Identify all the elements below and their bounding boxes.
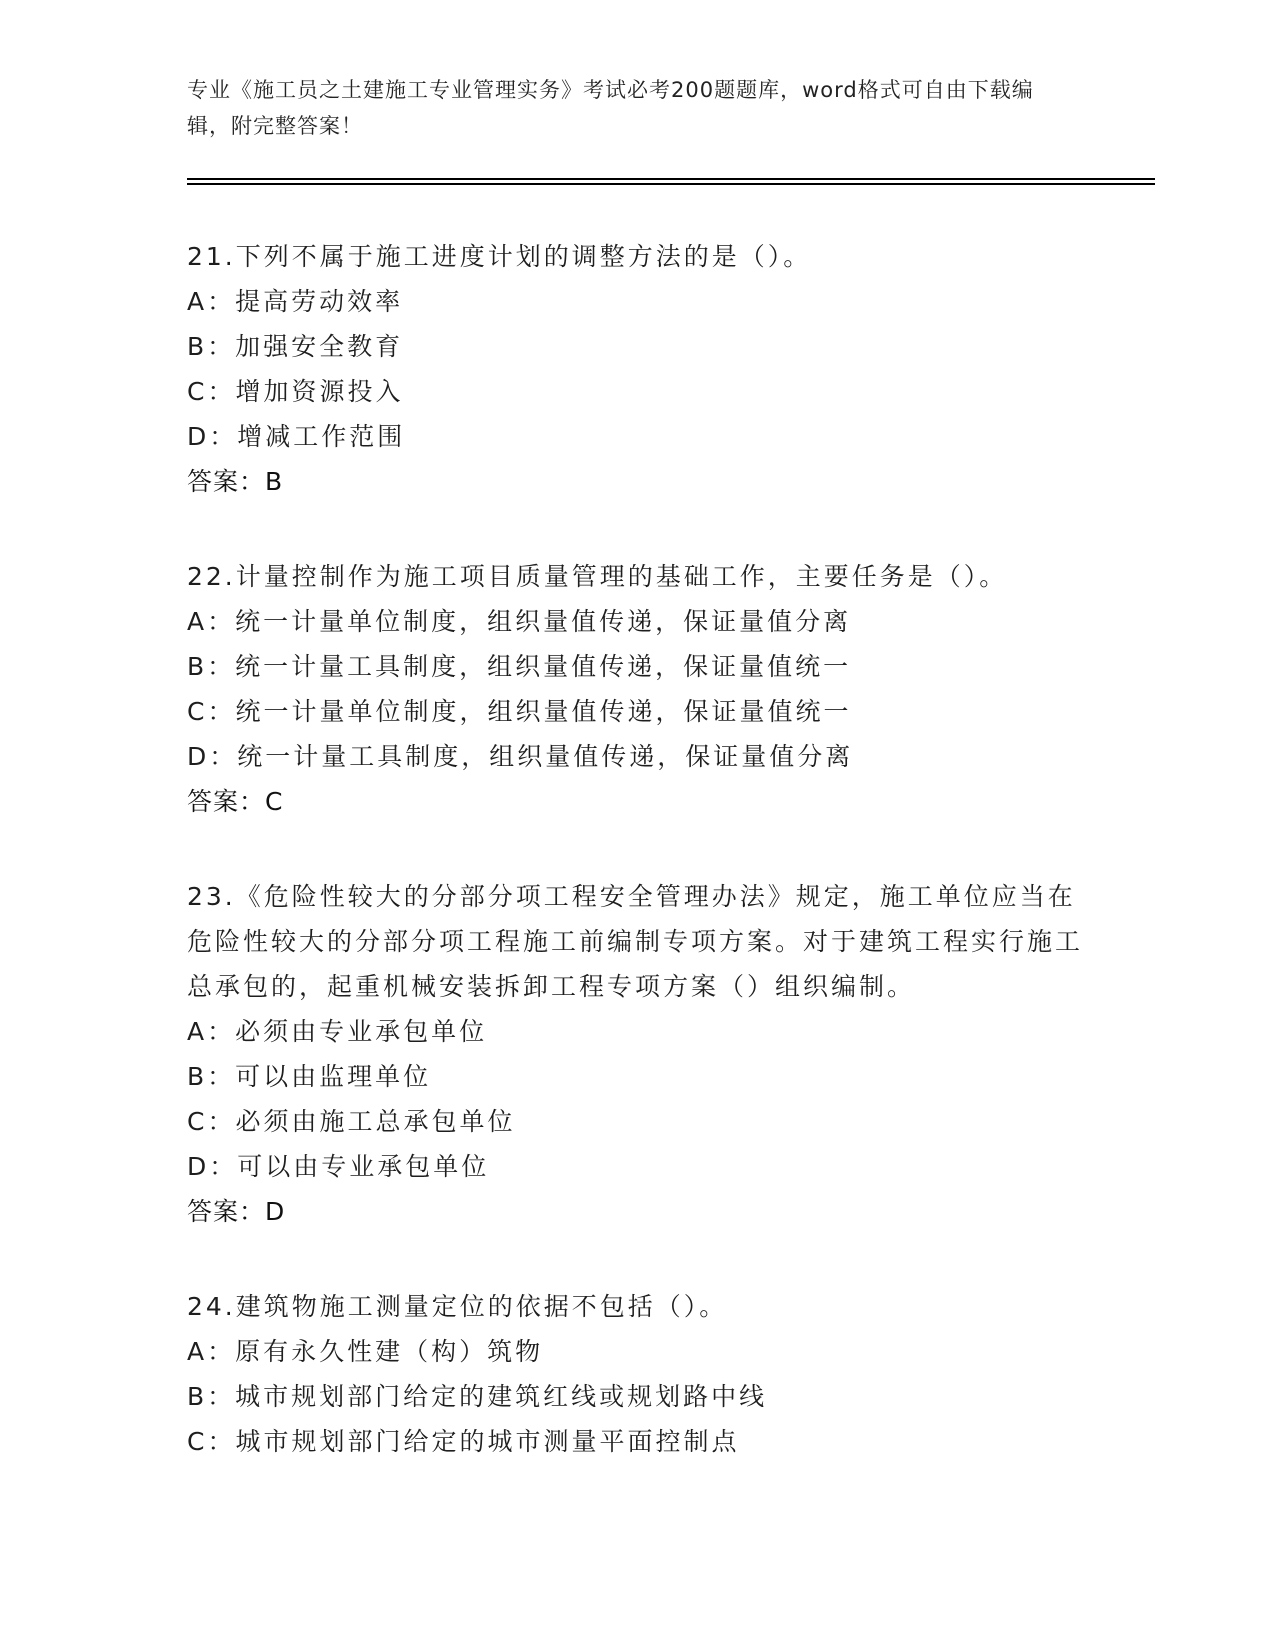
option-a: A：统一计量单位制度，组织量值传递，保证量值分离 bbox=[187, 607, 852, 636]
question-stem: 24.建筑物施工测量定位的依据不包括（）。 bbox=[187, 1292, 728, 1321]
header-divider-top bbox=[187, 178, 1155, 180]
option-a: A：提高劳动效率 bbox=[187, 287, 404, 316]
option-a: A：必须由专业承包单位 bbox=[187, 1017, 488, 1046]
option-b: B：统一计量工具制度，组织量值传递，保证量值统一 bbox=[187, 652, 852, 681]
option-b: B：加强安全教育 bbox=[187, 332, 404, 361]
option-d: D：增减工作范围 bbox=[187, 422, 406, 451]
answer-label: 答案：D bbox=[187, 1197, 286, 1226]
question-24 bbox=[187, 1284, 1087, 1464]
option-c: C：增加资源投入 bbox=[187, 377, 404, 406]
option-c: C：统一计量单位制度，组织量值传递，保证量值统一 bbox=[187, 697, 852, 726]
option-b: B：城市规划部门给定的建筑红线或规划路中线 bbox=[187, 1382, 768, 1411]
question-21 bbox=[187, 234, 1087, 504]
question-23 bbox=[187, 874, 1087, 1234]
option-c: C：必须由施工总承包单位 bbox=[187, 1107, 516, 1136]
question-stem: 21.下列不属于施工进度计划的调整方法的是（）。 bbox=[187, 242, 812, 271]
option-a: A：原有永久性建（构）筑物 bbox=[187, 1337, 544, 1366]
document-header: 专业《施工员之土建施工专业管理实务》考试必考200题题库，word格式可自由下载编辑，附完整答案！ bbox=[187, 78, 1034, 138]
answer-label: 答案：C bbox=[187, 787, 284, 816]
option-c: C：城市规划部门给定的城市测量平面控制点 bbox=[187, 1427, 740, 1456]
question-stem: 22.计量控制作为施工项目质量管理的基础工作，主要任务是（）。 bbox=[187, 562, 1008, 591]
header-divider-bottom bbox=[187, 183, 1155, 185]
question-stem: 23.《危险性较大的分部分项工程安全管理办法》规定，施工单位应当在危险性较大的分部分项工程施工前编制专项方案。对于建筑工程实行施工总承包的，起重机械安装拆卸工程专项方案（）组织编制。 bbox=[187, 882, 1084, 1001]
answer-label: 答案：B bbox=[187, 467, 284, 496]
question-22 bbox=[187, 554, 1087, 824]
option-b: B：可以由监理单位 bbox=[187, 1062, 432, 1091]
option-d: D：统一计量工具制度，组织量值传递，保证量值分离 bbox=[187, 742, 854, 771]
option-d: D：可以由专业承包单位 bbox=[187, 1152, 490, 1181]
